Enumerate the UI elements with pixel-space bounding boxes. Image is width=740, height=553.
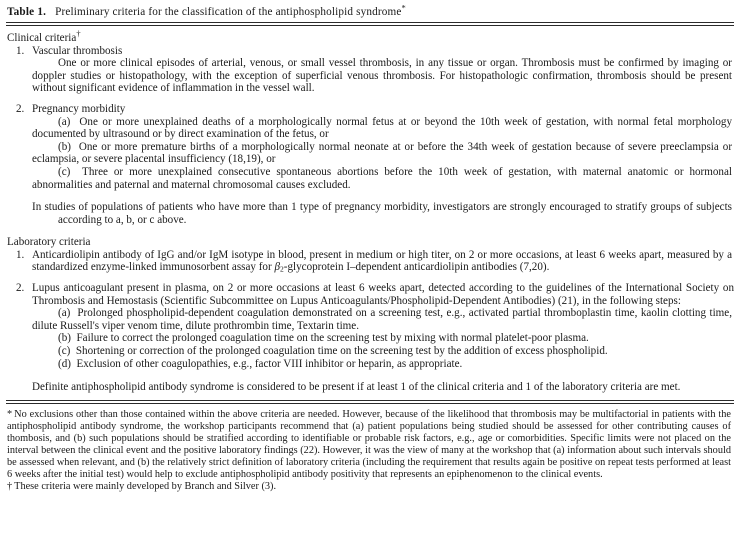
- spacer: [6, 274, 734, 283]
- laboratory-item-1-number: 1.: [16, 248, 25, 261]
- spacer: [6, 226, 734, 236]
- bottom-rule: [6, 400, 734, 404]
- laboratory-step-c: [6, 345, 734, 358]
- laboratory-item-1-text-after: -glycoprotein I–dependent anticardiolipin antibodies (7,20).: [283, 261, 550, 274]
- footnote-asterisk: [7, 409, 731, 482]
- laboratory-step-a: [6, 307, 734, 332]
- clinical-criteria-heading: [6, 28, 734, 45]
- subitem-c-text: Three or more unexplained consecutive spontaneous abortions before the 10th week of gestation, with maternal anatomic or hormonal abnormalities and paternal and maternal chromosomal causes excluded.: [32, 165, 732, 191]
- clinical-item-2-number: 2.: [16, 103, 25, 116]
- table-body: [6, 28, 734, 394]
- clinical-item-1-title: [6, 45, 734, 58]
- footnote-asterisk-text: No exclusions other than those contained within the above criteria are needed. However, because of the likelihood that thrombosis may be multifactorial in patients with the antiphospholipid antibody syndrome, the workshop participants recommend that (a) patient populations being studied should be assessed for other contributing causes of thombosis, and (b) such populations should be stratified according to identifiable or probable risk factors, e.g., age or comorbidities. Specific limits were not placed on the interval between the clinical event and the positive laboratory findings (22). However, it was the view of many at the workshop that (a) information about such intervals should be assessed when relevant, and (b) the relatively strict definition of laboratory criteria (including the requirement that results again be positive on repeat tests performed at least 6 weeks after the initial test) would help to exclude antiphospholipid antibody positivity that represents an epiphenomenon to the clinical events.: [7, 408, 731, 481]
- table-caption: [6, 4, 734, 22]
- laboratory-step-d: [6, 358, 734, 371]
- subitem-a-label: (a): [58, 115, 71, 128]
- table-caption-text: Preliminary criteria for the classification of the antiphospholipid syndrome: [55, 6, 402, 18]
- laboratory-item-1: [6, 249, 734, 274]
- step-c-label: (c): [58, 345, 71, 358]
- footnote-asterisk-marker: *: [7, 408, 13, 420]
- clinical-item-2-subitem-c: [6, 166, 734, 191]
- step-b-text: Failure to correct the prolonged coagulation time on the screening test by mixing with normal platelet-poor plasma.: [76, 332, 589, 345]
- spacer: [6, 191, 734, 201]
- clinical-item-2-title-text: Pregnancy morbidity: [32, 103, 126, 116]
- footnote-dagger-text: These criteria were mainly developed by Branch and Silver (3).: [14, 481, 277, 493]
- clinical-heading-footnote-marker: †: [76, 28, 81, 39]
- subitem-b-text: One or more premature births of a morphologically normal neonate at or before the 34th week of gestation because of severe preeclampsia or eclampsia, or severe placental insufficiency (18,19), or: [32, 140, 733, 166]
- clinical-item-2-title: [6, 103, 734, 116]
- clinical-criteria-heading-text: Clinical criteria: [7, 32, 77, 44]
- clinical-item-1-title-text: Vascular thrombosis: [32, 44, 123, 57]
- laboratory-conclusion: Definite antiphospholipid antibody syndrome is considered to be present if at least 1 of the clinical criteria and 1 of the laboratory criteria are met.: [32, 381, 681, 394]
- clinical-item-1-number: 1.: [16, 44, 25, 57]
- table-caption-label: Table 1.: [7, 6, 47, 18]
- top-rule: [6, 22, 734, 26]
- step-b-label: (b): [58, 332, 71, 345]
- subitem-c-label: (c): [58, 165, 71, 178]
- step-c-text: Shortening or correction of the prolonged coagulation time on the screening test by the addition of excess phospholipid.: [75, 345, 608, 358]
- footnotes: [6, 409, 734, 494]
- subitem-b-label: (b): [58, 140, 71, 153]
- beta-symbol: β: [274, 261, 280, 274]
- step-a-label: (a): [58, 307, 71, 320]
- clinical-item-1-body: One or more clinical episodes of arterial, venous, or small vessel thrombosis, in any tissue or organ. Thrombosis must be confirmed by imaging or doppler studies or histopathology, with the exception of superficial venous thrombosis. For histopathologic confirmation, thrombosis should be present without significant evidence of inflammation in the vessel wall.: [32, 57, 732, 95]
- laboratory-item-2-number: 2.: [16, 282, 25, 295]
- footnote-dagger-marker: †: [7, 481, 13, 493]
- subitem-a-text: One or more unexplained deaths of a morphologically normal fetus at or beyond the 10th week of gestation, with normal fetal morphology documented by ultrasound or by direct examination of the fetus, or: [32, 115, 732, 141]
- spacer: [6, 370, 734, 381]
- laboratory-step-b: [6, 332, 734, 345]
- clinical-criteria-note: In studies of populations of patients who have more than 1 type of pregnancy morbidity, investigators are strongly encouraged to stratify groups of subjects according to a, b, or c above.: [32, 201, 732, 226]
- laboratory-item-2-intro-text: Lupus anticoagulant present in plasma, on 2 or more occasions at least 6 weeks apart, detected according to the guidelines of the International Society on Thrombosis and Hemostasis (Scientific Subcommittee on Lupus Anticoagulants/Phospholipid-Dependent Antibodies) (21), in the following steps:: [32, 282, 734, 307]
- step-d-label: (d): [58, 357, 71, 370]
- step-d-text: Exclusion of other coagulopathies, e.g., factor VIII inhibitor or heparin, as appropriate.: [76, 357, 463, 370]
- caption-footnote-marker: *: [401, 2, 406, 13]
- footnote-dagger: [7, 481, 731, 493]
- clinical-item-2-subitem-b: [6, 141, 734, 166]
- laboratory-item-2-intro: [6, 282, 734, 307]
- clinical-item-2-subitem-a: [6, 116, 734, 141]
- laboratory-item-1-text-before: Anticardiolipin antibody of IgG and/or IgM isotype in blood, present in medium or high titer, on 2 or more occasions, at least 6 weeks apart, measured by a standardized enzyme-linked immunosorbent assay for: [32, 248, 732, 274]
- spacer: [6, 95, 734, 104]
- laboratory-criteria-heading: Laboratory criteria: [7, 236, 91, 249]
- beta-subscript: 2: [279, 264, 284, 274]
- step-a-text: Prolonged phospholipid-dependent coagulation demonstrated on a screening test, e.g., activated partial thromboplastin time, kaolin clotting time, dilute Russell's viper venom time, dilute prothrombin time, Textarin time.: [32, 307, 733, 332]
